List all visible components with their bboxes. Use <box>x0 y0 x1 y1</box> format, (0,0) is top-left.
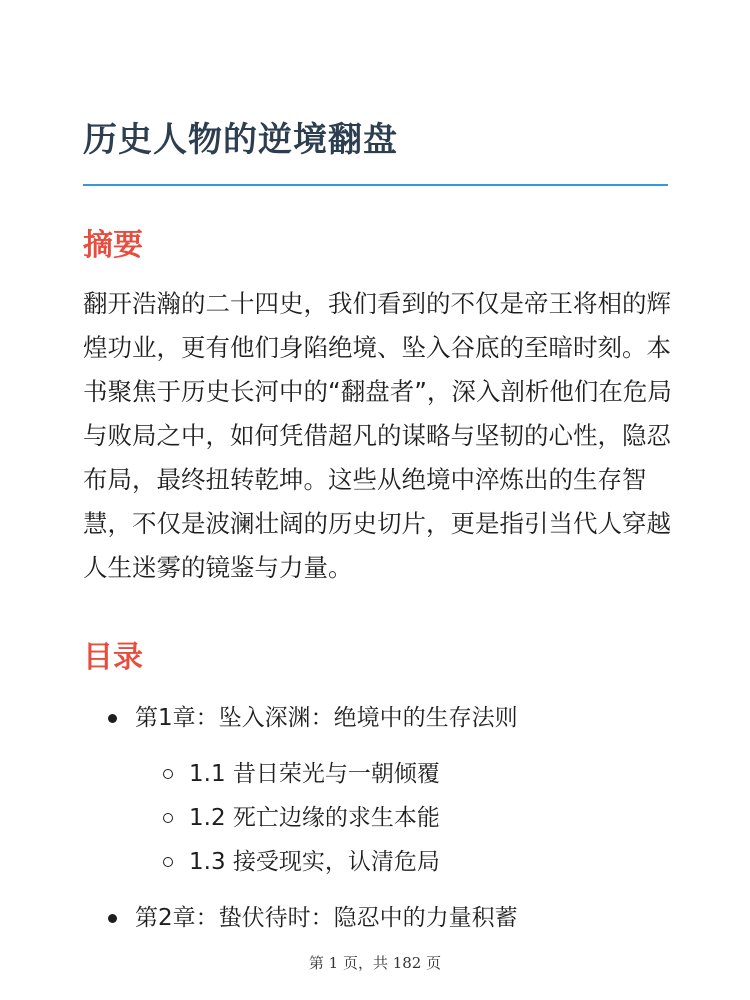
toc-section-1-2 <box>83 796 683 840</box>
toc-section-1-3 <box>83 840 683 884</box>
hollow-bullet-icon <box>163 769 173 779</box>
toc-chapter-1-label: 第1章：坠入深渊：绝境中的生存法则 <box>135 705 518 731</box>
toc-chapter-2-label: 第2章：蛰伏待时：隐忍中的力量积蓄 <box>135 905 518 931</box>
title-divider <box>83 184 668 186</box>
toc-section-1-2-label: 1.2 死亡边缘的求生本能 <box>189 805 440 831</box>
abstract-heading: 摘要 <box>83 228 143 263</box>
hollow-bullet-icon <box>163 857 173 867</box>
toc-chapter-1 <box>83 696 683 740</box>
document-title: 历史人物的逆境翻盘 <box>83 120 398 160</box>
toc-spacer <box>83 740 683 752</box>
toc-section-1-3-label: 1.3 接受现实，认清危局 <box>189 849 440 875</box>
toc-heading: 目录 <box>83 640 143 675</box>
toc-chapter-2 <box>83 896 683 940</box>
abstract-paragraph: 翻开浩瀚的二十四史，我们看到的不仅是帝王将相的辉煌功业，更有他们身陷绝境、坠入谷底的至暗时刻。本书聚焦于历史长河中的“翻盘者”，深入剖析他们在危局与败局之中，如何凭借超凡的谋略与坚韧的心性，隐忍布局，最终扭转乾坤。这些从绝境中淬炼出的生存智慧，不仅是波澜壮阔的历史切片，更是指引当代人穿越人生迷雾的镜鉴与力量。 <box>83 289 672 582</box>
toc-section-1-1-label: 1.1 昔日荣光与一朝倾覆 <box>189 761 440 787</box>
hollow-bullet-icon <box>163 813 173 823</box>
page-footer: 第 1 页，共 182 页 <box>308 954 442 972</box>
table-of-contents <box>83 696 683 940</box>
filled-bullet-icon <box>108 714 117 723</box>
toc-spacer <box>83 884 683 896</box>
toc-section-1-1 <box>83 752 683 796</box>
filled-bullet-icon <box>108 914 117 923</box>
